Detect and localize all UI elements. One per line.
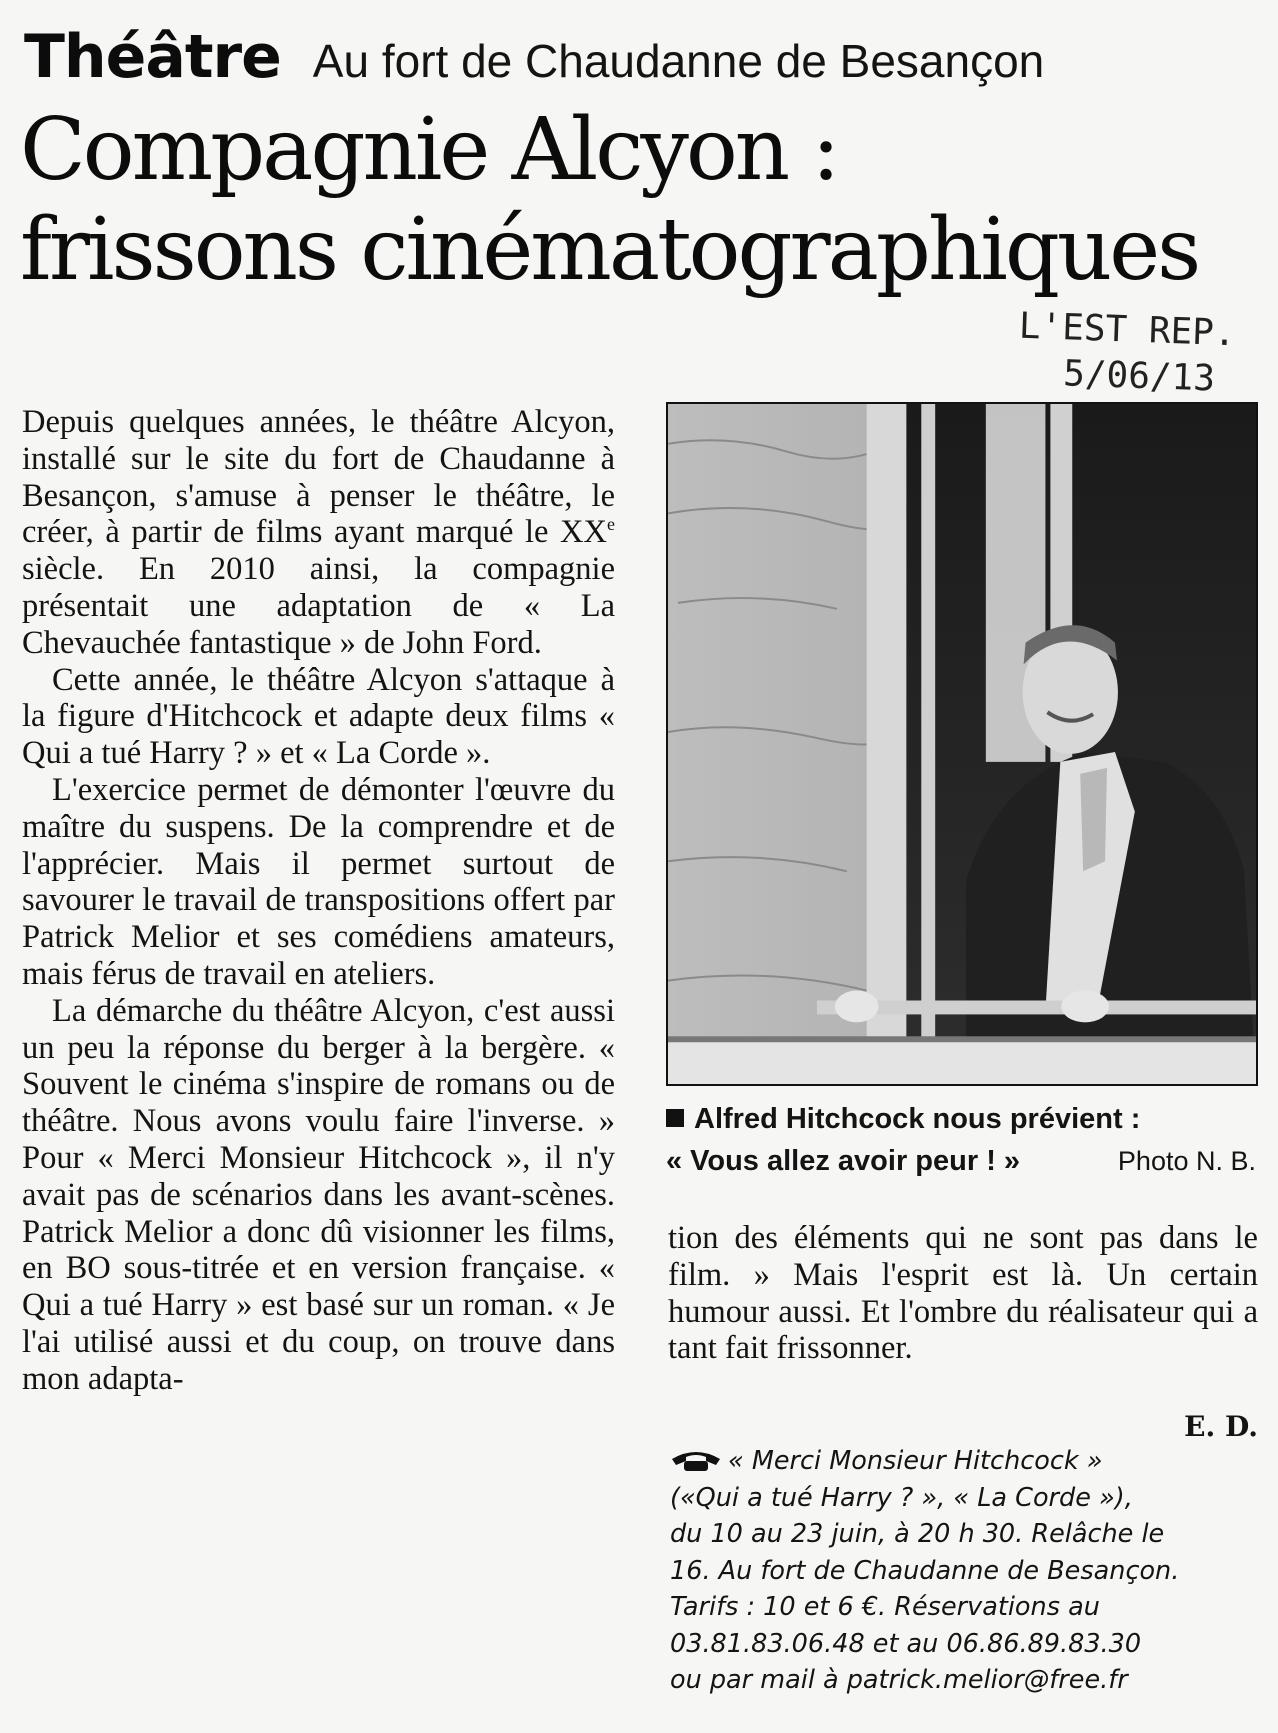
photo-credit: Photo N. B.	[1117, 1146, 1256, 1176]
photo-caption	[666, 1098, 1258, 1182]
info-line: du 10 au 23 juin, à 20 h 30. Relâche le	[670, 1519, 1165, 1549]
info-line: 16. Au fort de Chaudanne de Besançon.	[670, 1555, 1180, 1586]
article-column-right	[668, 1220, 1258, 1367]
headline-line-1: Compagnie Alcyon :	[20, 100, 838, 200]
info-line: ou par mail à patrick.melior@free.fr	[670, 1665, 1128, 1695]
article-paragraph: Depuis quelques années, le théâtre Alcyon, installé sur le site du fort de Chaudanne à Besançon, s'amuse à penser le théâtre, le créer, à partir de films ayant marqué le XXe siècle. En 2010 ainsi, la compagnie présentait une adaptation de « La Chevauchée fantastique » de John Ford.	[22, 404, 615, 661]
photo-illustration	[668, 404, 1256, 1084]
article-paragraph: L'exercice permet de démonter l'œuvre du maître du suspens. De la comprendre et de l'apprécier. Mais il permet surtout de savourer le travail de transpositions offert par Patrick Melior et ses comédiens amateurs, mais férus de travail en ateliers.	[22, 771, 615, 992]
caption-line-1: Alfred Hitchcock nous prévient :	[666, 1098, 1258, 1140]
square-bullet-icon	[666, 1109, 684, 1127]
handwritten-source-note	[1016, 304, 1269, 405]
info-line: Tarifs : 10 et 6 €. Réservations au	[670, 1592, 1100, 1622]
article-column-left	[22, 404, 615, 1398]
caption-line-2: « Vous allez avoir peur ! »	[666, 1145, 1021, 1177]
info-line: («Qui a tué Harry ? », « La Corde »),	[670, 1482, 1133, 1513]
source-publication: L'EST REP.	[1018, 305, 1237, 355]
article-paragraph: Cette année, le théâtre Alcyon s'attaque à la figure d'Hitchcock et adapte deux films « Qui a tué Harry ? » et « La Corde ».	[22, 661, 615, 772]
headline	[20, 100, 1260, 300]
info-line: 03.81.83.06.48 et au 06.86.89.83.30	[670, 1628, 1142, 1659]
photo-man-at-window	[666, 402, 1258, 1086]
practical-info	[670, 1443, 1260, 1699]
kicker	[24, 22, 1044, 92]
headline-line-2: frissons cinématographiques	[20, 200, 1199, 300]
rubric: Théâtre	[24, 22, 281, 92]
source-date: 5/06/13	[1062, 353, 1216, 400]
article-paragraph: tion des éléments qui ne sont pas dans le film. » Mais l'esprit est là. Un certain humour aussi. Et l'ombre du réalisateur qui a tant fait frissonner.	[668, 1220, 1258, 1367]
info-line: « Merci Monsieur Hitchcock »	[670, 1443, 1260, 1480]
article-paragraph: La démarche du théâtre Alcyon, c'est aussi un peu la réponse du berger à la bergère. « Souvent le cinéma s'inspire de romans ou de théâtre. Nous avons voulu faire l'inverse. » Pour « Merci Monsieur Hitchcock », il n'y avait pas de scénarios dans les avant-scènes. Patrick Melior a donc dû visionner les films, en BO sous-titrée et en version française. « Qui a tué Harry » est basé sur un roman. « Je l'ai utilisé aussi et du coup, on trouve dans mon adapta-	[22, 992, 615, 1397]
subtitle: Au fort de Chaudanne de Besançon	[312, 35, 1045, 87]
telephone-icon	[670, 1447, 722, 1473]
author-signature: E. D.	[1184, 1410, 1258, 1443]
